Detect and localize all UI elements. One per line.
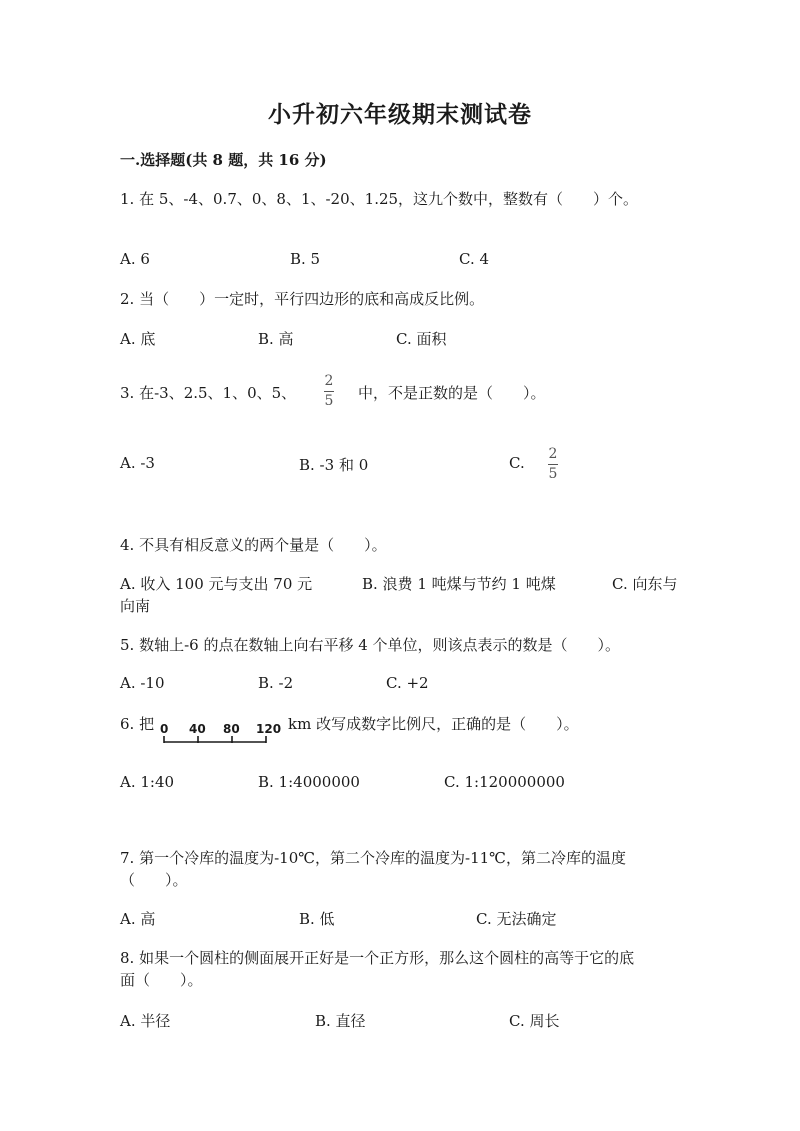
q4-option-c-wrap: 向南 bbox=[120, 597, 151, 615]
question-5: 5. 数轴上-6 的点在数轴上向右平移 4 个单位，则该点表示的数是（ ）。 bbox=[120, 636, 621, 654]
q6-option-c[interactable]: C. 1:120000000 bbox=[444, 773, 565, 791]
q8-option-a[interactable]: A. 半径 bbox=[120, 1012, 171, 1030]
question-6-end: km 改写成数字比例尺，正确的是（ ）。 bbox=[288, 715, 579, 733]
section-heading: 一.选择题(共 8 题，共 16 分) bbox=[120, 151, 327, 169]
question-3-start: 3. 在-3、2.5、1、0、5、 bbox=[120, 384, 297, 402]
scale-label-40: 40 bbox=[189, 722, 206, 736]
line-scale bbox=[160, 722, 284, 750]
scale-label-120: 120 bbox=[256, 722, 282, 736]
q2-option-c[interactable]: C. 面积 bbox=[396, 330, 447, 348]
q2-option-b[interactable]: B. 高 bbox=[258, 330, 294, 348]
question-8: 8. 如果一个圆柱的侧面展开正好是一个正方形，那么这个圆柱的高等于它的底 bbox=[120, 949, 635, 967]
q3-option-b[interactable]: B. -3 和 0 bbox=[299, 456, 369, 474]
q1-option-a[interactable]: A. 6 bbox=[120, 250, 150, 268]
q7-option-c[interactable]: C. 无法确定 bbox=[476, 910, 557, 928]
question-6-start: 6. 把 bbox=[120, 715, 155, 733]
q3-fraction bbox=[324, 374, 334, 409]
scale-label-80: 80 bbox=[223, 722, 240, 736]
q3-fraction-denominator: 5 bbox=[324, 393, 334, 409]
q2-option-a[interactable]: A. 底 bbox=[120, 330, 156, 348]
question-8-line2: 面（ ）。 bbox=[120, 971, 203, 989]
q7-option-a[interactable]: A. 高 bbox=[120, 910, 156, 928]
question-1: 1. 在 5、-4、0.7、0、8、1、-20、1.25，这九个数中，整数有（ ）个。 bbox=[120, 190, 639, 208]
q3-option-c[interactable]: C. bbox=[509, 454, 525, 472]
scale-bar bbox=[160, 722, 284, 750]
q3-option-c-numerator: 2 bbox=[548, 446, 558, 462]
page-title: 小升初六年级期末测试卷 bbox=[268, 101, 532, 128]
q5-option-c[interactable]: C. +2 bbox=[386, 674, 429, 692]
question-3-end: 中，不是正数的是（ ）。 bbox=[358, 384, 546, 402]
question-7-line2: （ ）。 bbox=[120, 871, 188, 889]
q3-fraction-bar bbox=[324, 391, 334, 392]
q1-option-c[interactable]: C. 4 bbox=[459, 250, 490, 268]
q3-option-c-fraction bbox=[548, 447, 558, 482]
q4-option-b[interactable]: B. 浪费 1 吨煤与节约 1 吨煤 bbox=[362, 575, 556, 593]
q4-option-a[interactable]: A. 收入 100 元与支出 70 元 bbox=[120, 575, 313, 593]
q6-option-b[interactable]: B. 1:4000000 bbox=[258, 773, 360, 791]
question-7: 7. 第一个冷库的温度为-10℃，第二个冷库的温度为-11℃，第二冷库的温度 bbox=[120, 849, 626, 867]
q3-fraction-numerator: 2 bbox=[324, 373, 334, 389]
q3-option-c-denominator: 5 bbox=[548, 466, 558, 482]
q1-option-b[interactable]: B. 5 bbox=[290, 250, 321, 268]
question-2: 2. 当（ ）一定时，平行四边形的底和高成反比例。 bbox=[120, 290, 485, 308]
question-4: 4. 不具有相反意义的两个量是（ ）。 bbox=[120, 536, 387, 554]
scale-label-0: 0 bbox=[160, 722, 169, 736]
q5-option-a[interactable]: A. -10 bbox=[120, 674, 165, 692]
q3-option-c-bar bbox=[548, 464, 558, 465]
q7-option-b[interactable]: B. 低 bbox=[299, 910, 335, 928]
q5-option-b[interactable]: B. -2 bbox=[258, 674, 294, 692]
q3-option-a[interactable]: A. -3 bbox=[120, 454, 155, 472]
q8-option-c[interactable]: C. 周长 bbox=[509, 1012, 560, 1030]
q8-option-b[interactable]: B. 直径 bbox=[315, 1012, 366, 1030]
q6-option-a[interactable]: A. 1:40 bbox=[120, 773, 175, 791]
q4-option-c[interactable]: C. 向东与 bbox=[612, 575, 678, 593]
